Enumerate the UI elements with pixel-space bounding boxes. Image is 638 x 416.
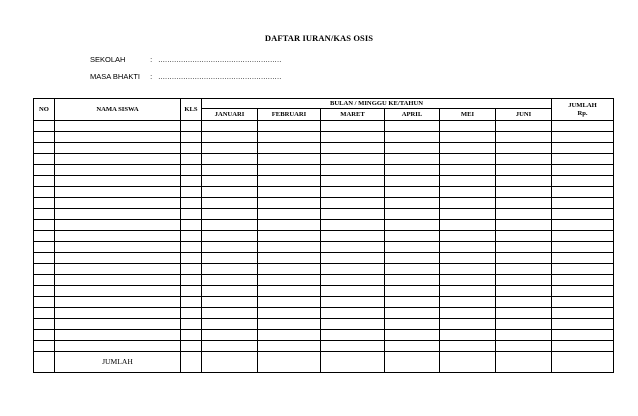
table-cell [181,242,202,253]
table-cell [55,143,181,154]
table-cell [55,154,181,165]
table-row [34,330,614,341]
table-cell [181,132,202,143]
table-cell [385,275,440,286]
table-cell [55,297,181,308]
table-cell [258,187,321,198]
table-cell [181,121,202,132]
table-cell [440,231,496,242]
school-colon: : [150,55,153,64]
table-cell [258,165,321,176]
table-cell [385,308,440,319]
table-cell [496,330,552,341]
table-cell [258,319,321,330]
table-cell [258,330,321,341]
table-cell [552,297,614,308]
table-cell [321,330,385,341]
table-cell [440,176,496,187]
table-cell [321,209,385,220]
school-label: SEKOLAH [90,55,126,64]
table-cell [34,253,55,264]
table-cell [385,264,440,275]
table-cell [385,220,440,231]
table-cell [34,319,55,330]
header-month-feb: FEBRUARI [258,109,321,121]
table-cell [440,187,496,198]
table-cell [385,198,440,209]
table-cell [496,154,552,165]
table-cell [496,275,552,286]
term-colon: : [150,72,153,81]
table-cell [202,154,258,165]
table-cell [496,121,552,132]
table-cell [552,264,614,275]
table-cell [496,220,552,231]
term-label: MASA BHAKTI [90,72,141,81]
table-cell [321,198,385,209]
table-cell [496,165,552,176]
table-cell [55,275,181,286]
table-cell [34,176,55,187]
table-cell [181,154,202,165]
table-cell [55,187,181,198]
table-cell [34,242,55,253]
table-cell [202,297,258,308]
table-cell [55,308,181,319]
table-cell [321,121,385,132]
school-value-dots: ...................................................... [158,55,282,64]
term-field [90,72,282,82]
table-cell [440,330,496,341]
table-row [34,187,614,198]
table-cell [385,143,440,154]
table-row [34,198,614,209]
table-cell [552,121,614,132]
table-cell [440,121,496,132]
table-cell [55,132,181,143]
table-cell [34,187,55,198]
header-period: BULAN / MINGGU KE/TAHUN [202,99,552,109]
table-row [34,297,614,308]
table-row [34,341,614,352]
table-cell [321,264,385,275]
table-cell [55,121,181,132]
table-cell [181,143,202,154]
total-row-cell [202,352,258,373]
table-cell [34,297,55,308]
table-cell [552,308,614,319]
table-cell [258,132,321,143]
table-cell [34,132,55,143]
table-cell [181,275,202,286]
table-cell [181,286,202,297]
table-cell [321,154,385,165]
table-cell [321,253,385,264]
table-cell [385,330,440,341]
table-cell [181,165,202,176]
table-cell [55,165,181,176]
table-cell [181,176,202,187]
table-cell [202,286,258,297]
header-no: NO [34,99,55,121]
table-cell [55,341,181,352]
table-cell [385,319,440,330]
table-cell [496,286,552,297]
table-cell [34,121,55,132]
table-cell [202,187,258,198]
table-row [34,165,614,176]
document-title: DAFTAR IURAN/KAS OSIS [264,33,374,43]
table-cell [258,220,321,231]
total-row-cell [552,352,614,373]
table-cell [440,341,496,352]
table-cell [321,308,385,319]
header-total-label: JUMLAH [568,101,597,109]
table-cell [321,176,385,187]
table-cell [552,341,614,352]
table-cell [181,231,202,242]
total-row-cell [258,352,321,373]
table-cell [321,231,385,242]
table-cell [55,176,181,187]
table-cell [552,275,614,286]
table-cell [385,132,440,143]
table-cell [496,319,552,330]
table-cell [440,198,496,209]
table-cell [181,209,202,220]
total-row-label: JUMLAH [55,352,181,373]
header-total [552,99,614,121]
table-row [34,231,614,242]
table-cell [440,286,496,297]
table-cell [34,341,55,352]
table-cell [496,253,552,264]
table-cell [385,187,440,198]
table-cell [258,253,321,264]
table-row [34,308,614,319]
table-cell [440,220,496,231]
table-cell [202,341,258,352]
table-cell [34,286,55,297]
table-cell [440,308,496,319]
table-cell [440,132,496,143]
table-cell [496,308,552,319]
table-cell [34,231,55,242]
table-cell [552,231,614,242]
table-row [34,286,614,297]
table-cell [385,165,440,176]
table-cell [55,231,181,242]
table-cell [440,253,496,264]
table-cell [34,209,55,220]
table-cell [34,275,55,286]
table-cell [55,286,181,297]
table-row [34,264,614,275]
table-row [34,154,614,165]
table-cell [496,132,552,143]
table-cell [385,341,440,352]
table-cell [321,275,385,286]
table-cell [55,220,181,231]
total-row-cell [385,352,440,373]
table-cell [34,165,55,176]
table-cell [321,341,385,352]
total-row-cell [321,352,385,373]
table-cell [55,264,181,275]
table-row [34,220,614,231]
table-row [34,253,614,264]
table-cell [202,165,258,176]
table-cell [202,231,258,242]
table-cell [202,176,258,187]
table-cell [181,264,202,275]
table-cell [181,253,202,264]
table-cell [552,154,614,165]
table-cell [496,143,552,154]
table-cell [202,308,258,319]
table-row [34,121,614,132]
total-row [34,352,614,373]
table-cell [321,132,385,143]
table-row [34,275,614,286]
table-cell [181,341,202,352]
header-month-jun: JUNI [496,109,552,121]
table-cell [496,187,552,198]
table-cell [258,176,321,187]
table-cell [552,253,614,264]
table-cell [385,176,440,187]
table-row [34,242,614,253]
table-cell [496,176,552,187]
table-cell [440,154,496,165]
table-row [34,319,614,330]
table-cell [181,308,202,319]
table-cell [202,242,258,253]
table-cell [202,209,258,220]
table-cell [34,308,55,319]
table-cell [34,330,55,341]
school-field [90,55,282,65]
table-cell [552,330,614,341]
table-row [34,132,614,143]
table-cell [34,198,55,209]
table-cell [181,187,202,198]
table-cell [202,198,258,209]
table-cell [202,143,258,154]
table-cell [552,242,614,253]
table-cell [552,286,614,297]
table-cell [440,209,496,220]
table-cell [321,165,385,176]
table-cell [496,341,552,352]
header-month-mar: MARET [321,109,385,121]
table-cell [552,209,614,220]
table-cell [258,308,321,319]
table-cell [181,330,202,341]
table-cell [202,319,258,330]
table-cell [385,154,440,165]
table-cell [385,253,440,264]
header-total-unit: Rp. [577,109,588,117]
table-cell [258,143,321,154]
table-cell [440,319,496,330]
table-cell [496,231,552,242]
table-cell [34,143,55,154]
table-row [34,143,614,154]
table-cell [202,264,258,275]
table-cell [552,187,614,198]
table-cell [496,297,552,308]
table-cell [181,220,202,231]
table-cell [321,143,385,154]
table-cell [55,253,181,264]
table-cell [385,286,440,297]
table-cell [552,198,614,209]
table-cell [258,121,321,132]
table-cell [385,231,440,242]
table-cell [258,286,321,297]
table-cell [385,297,440,308]
table-cell [34,264,55,275]
table-cell [258,209,321,220]
term-value-dots: ...................................................... [158,72,282,81]
table-cell [181,198,202,209]
table-cell [181,297,202,308]
header-name: NAMA SISWA [55,99,181,121]
table-cell [55,242,181,253]
table-cell [202,330,258,341]
table-cell [552,220,614,231]
table-cell [258,275,321,286]
table-cell [321,297,385,308]
table-cell [202,132,258,143]
table-cell [552,132,614,143]
table-cell [258,341,321,352]
table-cell [321,319,385,330]
table-cell [321,286,385,297]
total-row-cell [181,352,202,373]
table-cell [258,198,321,209]
total-row-no [34,352,55,373]
table-cell [440,143,496,154]
table-cell [34,220,55,231]
table-cell [385,242,440,253]
table-cell [181,319,202,330]
table-cell [34,154,55,165]
table-cell [55,198,181,209]
dues-table [33,98,614,373]
table-cell [552,165,614,176]
table-row [34,209,614,220]
table-cell [55,209,181,220]
table-cell [552,176,614,187]
table-cell [440,165,496,176]
table-cell [258,242,321,253]
table-cell [55,319,181,330]
table-cell [440,275,496,286]
table-cell [258,297,321,308]
table-cell [496,209,552,220]
table-cell [202,220,258,231]
table-cell [496,242,552,253]
header-month-apr: APRIL [385,109,440,121]
table-cell [321,242,385,253]
table-cell [202,275,258,286]
header-month-may: MEI [440,109,496,121]
table-cell [258,231,321,242]
table-cell [385,121,440,132]
table-cell [202,121,258,132]
table-cell [552,143,614,154]
table-cell [55,330,181,341]
table-cell [321,220,385,231]
table-cell [385,209,440,220]
table-cell [258,154,321,165]
header-month-jan: JANUARI [202,109,258,121]
total-row-cell [440,352,496,373]
table-cell [496,264,552,275]
table-cell [440,242,496,253]
table-cell [496,198,552,209]
table-cell [440,297,496,308]
total-row-cell [496,352,552,373]
table-cell [258,264,321,275]
table-row [34,176,614,187]
table-cell [321,187,385,198]
table-cell [440,264,496,275]
header-class: KLS [181,99,202,121]
table-cell [552,319,614,330]
table-cell [202,253,258,264]
